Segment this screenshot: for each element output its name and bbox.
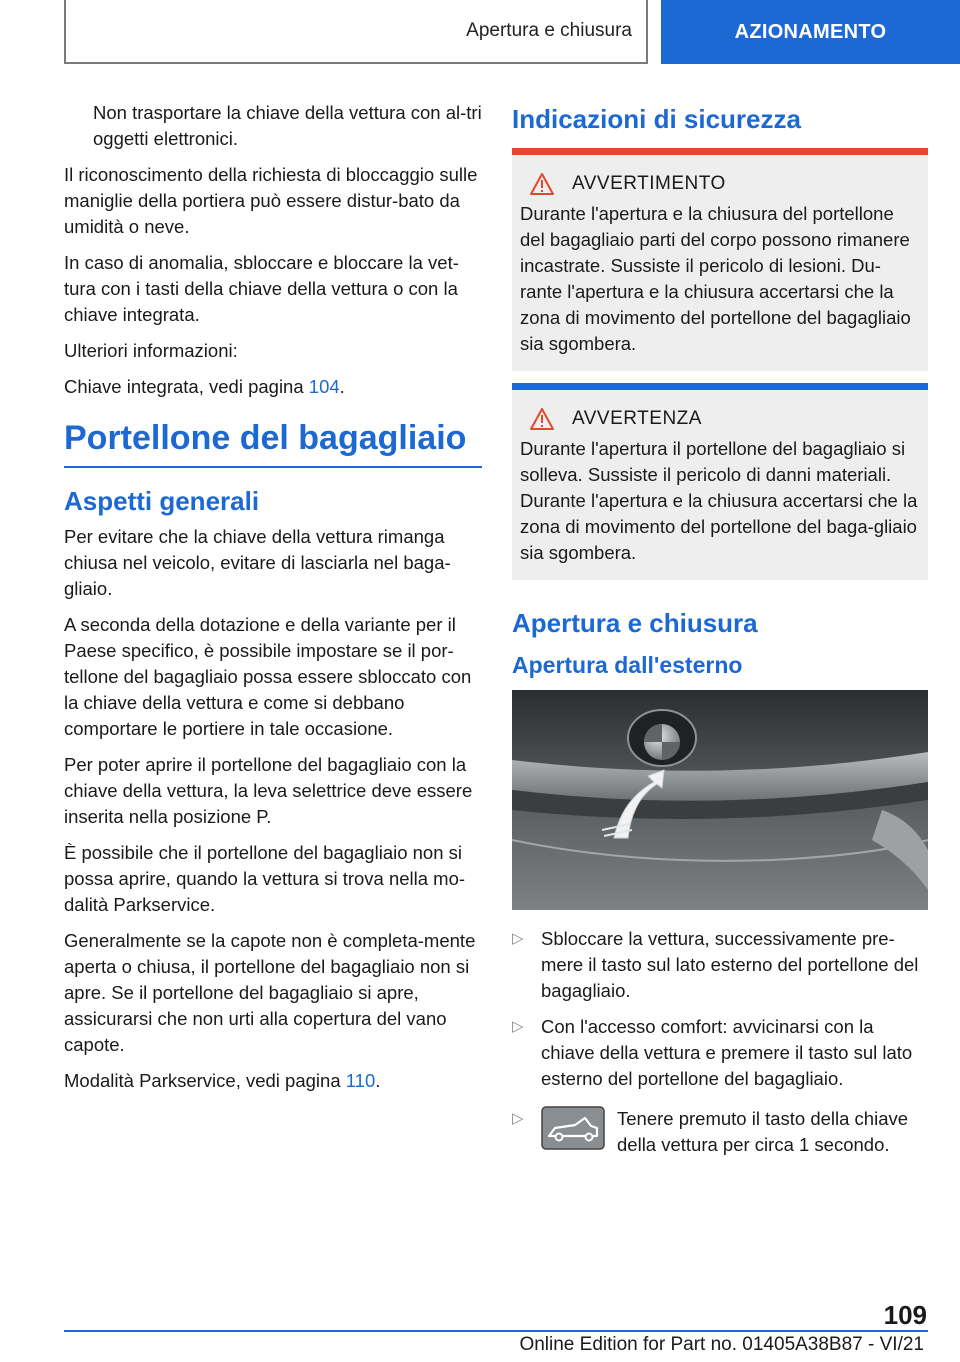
paragraph: In caso di anomalia, sbloccare e bloccare la vet-tura con i tasti della chiave della vettura o con la chiave integrata.: [64, 252, 459, 325]
bullet-triangle-icon: ▷: [512, 1110, 524, 1127]
paragraph-indent: Non trasportare la chiave della vettura con al-tri oggetti elettronici.: [93, 102, 482, 149]
instruction-item: [512, 1106, 928, 1158]
paragraph: Ulteriori informazioni:: [64, 340, 238, 361]
caution-triangle-icon: [530, 408, 554, 430]
footer-divider: [64, 1330, 928, 1332]
paragraph: A seconda della dotazione e della variante per il Paese specifico, è possibile impostare se il por-tellone del bagagliaio possa essere sbloccato con la chiave della vettura e come si debbano comportare le portiere in tale occasione.: [64, 614, 472, 739]
reference-text: Chiave integrata, vedi pagina: [64, 376, 309, 397]
header-section: [64, 0, 648, 64]
caution-header: [520, 408, 920, 430]
instruction-text: Con l'accesso comfort: avvicinarsi con la chiave della vettura e premere il tasto sul lato esterno del portellone del bagagliaio.: [541, 1016, 913, 1089]
trunk-key-button-icon: [541, 1106, 605, 1150]
right-column: [512, 100, 928, 1168]
warning-header: [520, 173, 920, 195]
bullet-triangle-icon: ▷: [512, 930, 524, 947]
trunk-handle-photo: [512, 690, 928, 910]
caution-title: AVVERTENZA: [572, 408, 702, 429]
subsection-title-esterno: Apertura dall'esterno: [512, 652, 743, 678]
paragraph: Per poter aprire il portellone del bagagliaio con la chiave della vettura, la leva selettrice deve essere inserita nella posizione P.: [64, 754, 473, 827]
warning-title: AVVERTIMENTO: [572, 173, 726, 194]
paragraph: Il riconoscimento della richiesta di bloccaggio sulle maniglie della portiera può essere distur-bato da umidità o neve.: [64, 164, 478, 237]
section-title-portellone: Portellone del bagagliaio: [64, 418, 482, 468]
section-title-apertura: Apertura e chiusura: [512, 608, 758, 638]
paragraph: È possibile che il portellone del bagagliaio non si possa aprire, quando la vettura si trova nella mo-dalità Parkservice.: [64, 842, 466, 915]
page-link-104[interactable]: 104: [308, 376, 340, 397]
edition-info: Online Edition for Part no. 01405A38B87 - VI/21: [519, 1334, 924, 1355]
caution-text: Durante l'apertura il portellone del bagagliaio si solleva. Sussiste il pericolo di danni materiali. Durante l'apertura e la chiusura accertarsi che la zona di movimento del portellone del baga-gliaio sia sgombera.: [520, 438, 918, 563]
paragraph-reference: Chiave integrata, vedi pagina 104.: [64, 376, 345, 397]
warning-box: [512, 148, 928, 371]
warning-text: Durante l'apertura e la chiusura del portellone del bagagliaio parti del corpo possono rimanere incastrate. Sussiste il pericolo di lesioni. Du-rante l'apertura e la chiusura accertarsi che la zona di movimento del portellone del bagagliaio sia sgombera.: [520, 203, 911, 354]
instruction-text: Sbloccare la vettura, successivamente pre-mere il tasto sul lato esterno del portellone del bagagliaio.: [541, 928, 919, 1001]
paragraph: Generalmente se la capote non è completa-mente aperta o chiusa, il portellone del bagagliaio non si apre. Se il portellone del bagagliaio si apre, assicurarsi che non urti alla copertura del vano capote.: [64, 930, 476, 1055]
left-column: [64, 100, 482, 1104]
warning-triangle-icon: [530, 173, 554, 195]
reference-text: Modalità Parkservice, vedi pagina: [64, 1070, 346, 1091]
page-link-110[interactable]: 110: [345, 1070, 376, 1091]
caution-box: [512, 383, 928, 580]
paragraph-reference: Modalità Parkservice, vedi pagina 110.: [64, 1070, 381, 1091]
instruction-text: Tenere premuto il tasto della chiave della vettura per circa 1 secondo.: [617, 1108, 909, 1155]
section-title-sicurezza: Indicazioni di sicurezza: [512, 104, 801, 134]
bullet-triangle-icon: ▷: [512, 1018, 524, 1035]
paragraph: Per evitare che la chiave della vettura rimanga chiusa nel veicolo, evitare di lasciarla nel baga-gliaio.: [64, 526, 451, 599]
subsection-title-aspetti: Aspetti generali: [64, 486, 260, 516]
header-section-title: Apertura e chiusura: [466, 20, 632, 41]
instruction-item: [512, 1014, 928, 1092]
instruction-item: [512, 926, 928, 1004]
header-chapter[interactable]: [661, 0, 960, 64]
page-number: 109: [883, 1300, 927, 1330]
header-chapter-title: AZIONAMENTO: [734, 20, 887, 43]
